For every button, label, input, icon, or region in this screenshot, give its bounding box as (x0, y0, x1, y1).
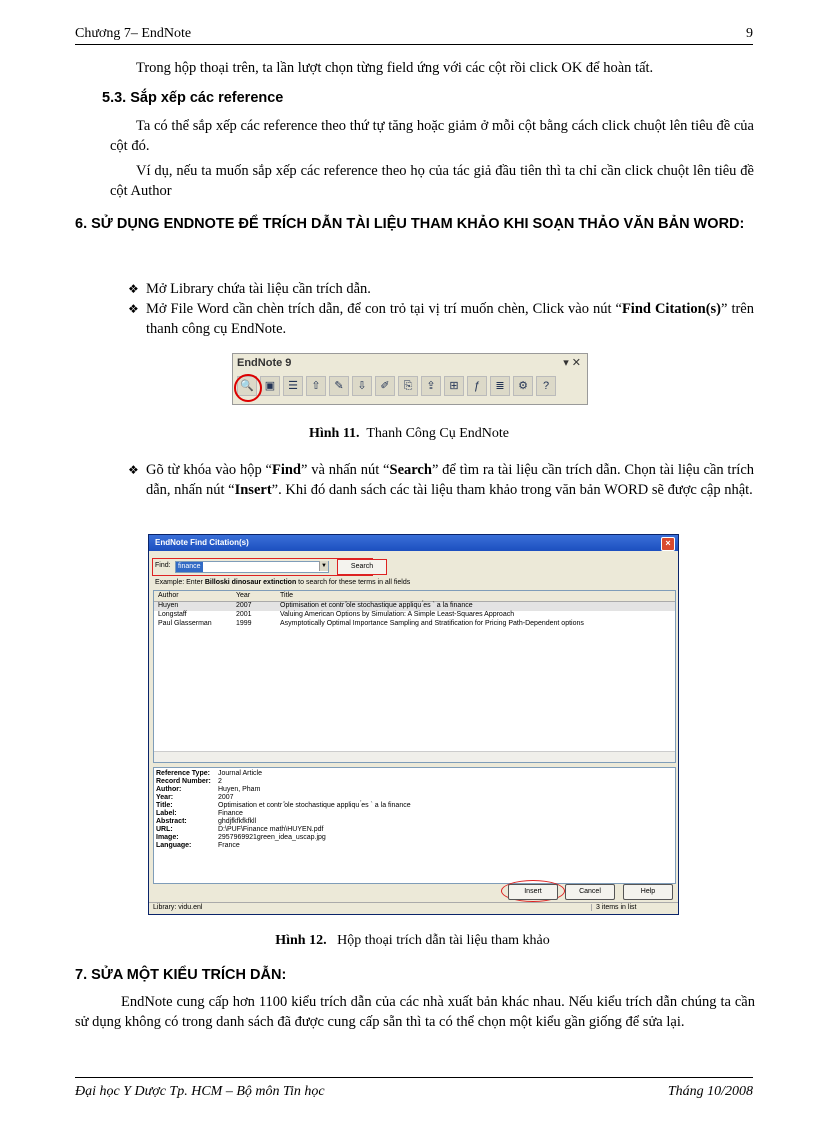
section-7-paragraph: EndNote cung cấp hơn 1100 kiểu trích dẫn của các nhà xuất bản khác nhau. Nếu kiểu trích dẫn chúng ta cần sử dụng không có trong danh sách đã được cung cấp sẵn thì ta có thể chọn một kiểu gần giống để sửa lại. (75, 994, 755, 1030)
edit-citation-icon[interactable]: ✎ (329, 376, 349, 396)
find-input[interactable]: finance (175, 561, 329, 573)
export-icon[interactable]: ⇧ (306, 376, 326, 396)
section-5-3-paragraph-2: Ví dụ, nếu ta muốn sắp xếp các reference theo họ của tác giả đầu tiên thì ta chỉ cần click chuột lên tiêu đề cột Author (110, 163, 754, 199)
diamond-bullet-icon: ❖ (128, 282, 139, 296)
close-icon[interactable]: × (661, 537, 675, 551)
help-icon[interactable]: ? (536, 376, 556, 396)
chevron-down-icon[interactable]: ▼ (319, 561, 328, 571)
bullet-1: ❖ Mở Library chứa tài liệu cần trích dẫn. (128, 281, 371, 297)
find-label: Find: (155, 562, 171, 569)
insert-citation-icon[interactable]: ⇩ (352, 376, 372, 396)
bibliography-icon[interactable]: ⊞ (444, 376, 464, 396)
figure-12-caption: Hình 12. Hộp thoại trích dẫn tài liệu tham khảo (275, 933, 550, 948)
status-library: Library: vidu.enl (153, 904, 203, 911)
toolbar-title: EndNote 9 (237, 357, 292, 369)
cancel-button[interactable]: Cancel (565, 884, 615, 900)
results-header (154, 591, 675, 602)
status-bar (149, 902, 678, 914)
footer-date: Tháng 10/2008 (667, 1084, 753, 1099)
edit-library-icon[interactable]: ✐ (375, 376, 395, 396)
search-example: Example: Enter Billoski dinosaur extinction to search for these terms in all fields (155, 579, 411, 586)
table-row[interactable]: Paul Glasserman 1999 Asymptotically Optimal Importance Sampling and Stratification for Pricing Path-Dependent options (158, 620, 584, 627)
dialog-title: EndNote Find Citation(s) (155, 538, 249, 547)
results-list (153, 590, 676, 763)
diamond-bullet-icon: ❖ (128, 302, 139, 316)
toolbar-icons (237, 376, 556, 398)
intro-paragraph: Trong hộp thoại trên, ta lần lượt chọn từng field ứng với các cột rồi click OK để hoàn tất. (136, 60, 654, 76)
chapter-title: Chương 7– EndNote (75, 26, 192, 41)
column-title[interactable]: Title (280, 592, 293, 599)
figure-11-caption: Hình 11. Thanh Công Cụ EndNote (308, 426, 510, 441)
endnote-toolbar-figure (232, 353, 588, 405)
figure-icon[interactable]: ƒ (467, 376, 487, 396)
toolbar-window-controls[interactable]: ▾ ✕ (563, 357, 581, 369)
page-number: 9 (746, 26, 753, 41)
section-7-heading: 7. SỬA MỘT KIỂU TRÍCH DẪN: (75, 967, 287, 983)
diamond-bullet-icon: ❖ (128, 463, 139, 477)
column-author[interactable]: Author (158, 592, 179, 599)
horizontal-scrollbar[interactable] (154, 751, 675, 762)
table-row[interactable]: Huyen 2007 Optimisation et contr ̂ole stochastique appliqu ́es ` a la finance (154, 602, 675, 611)
page-footer (75, 1077, 753, 1099)
insert-button[interactable]: Insert (508, 884, 558, 900)
section-5-3-heading: 5.3. Sắp xếp các reference (102, 90, 284, 106)
section-5-3-paragraph-1: Ta có thể sắp xếp các reference theo thứ tự tăng hoặc giảm ở mỗi cột bằng cách click chuột lên tiêu đề của cột đó. (110, 118, 754, 154)
page-header (75, 24, 753, 45)
highlight-circle (234, 374, 262, 402)
list-icon[interactable]: ≣ (490, 376, 510, 396)
section-6-heading: 6. SỬ DỤNG ENDNOTE ĐỂ TRÍCH DẪN TÀI LIỆU THAM KHẢO KHI SOẠN THẢO VĂN BẢN WORD: (75, 216, 745, 232)
tools-icon[interactable]: ⚙ (513, 376, 533, 396)
find-citations-dialog (148, 534, 679, 915)
go-to-endnote-icon[interactable]: ▣ (260, 376, 280, 396)
bullet-3: ❖ Gõ từ khóa vào hộp “Find” và nhấn nút “Search” để tìm ra tài liệu cần trích dẫn. Chọn tài liệu cần trích dẫn, nhấn nút “Insert”. Khi đó danh sách các tài liệu tham khảo trong văn bản WORD sẽ được cập nhật. (128, 462, 755, 498)
footer-institution: Đại học Y Dược Tp. HCM – Bộ môn Tin học (75, 1084, 325, 1099)
dialog-titlebar (149, 535, 678, 551)
help-button[interactable]: Help (623, 884, 673, 900)
reference-preview: Reference Type: Journal Article Record Number: 2 Author: Huyen, Pham Year: 2007 Title: Optimisation et contr ̂ole stochastique appliqu ́es ` a la finance Label: Finance Abstract: ghdjfkfkfkfkll URL: D:\PUF\Finance math\HUYEN.pdf Image: 2957969921green_idea_uscap.jpg Language: France (153, 767, 676, 884)
format-bibliography-icon[interactable]: ☰ (283, 376, 303, 396)
find-citation-icon[interactable]: 🔍 (237, 376, 257, 396)
search-button[interactable]: Search (337, 559, 387, 575)
status-count: 3 items in list (591, 904, 636, 911)
remove-field-icon[interactable]: ⇪ (421, 376, 441, 396)
unformat-icon[interactable]: ⎘ (398, 376, 418, 396)
column-year[interactable]: Year (236, 592, 251, 599)
bullet-2: ❖ Mở File Word cần chèn trích dẫn, để con trỏ tại vị trí muốn chèn, Click vào nút “Find Citation(s)” trên thanh công cụ EndNote. (128, 301, 754, 337)
table-row[interactable]: Longstaff 2001 Valuing American Options by Simulation: A Simple Least-Squares Approach (158, 611, 515, 618)
